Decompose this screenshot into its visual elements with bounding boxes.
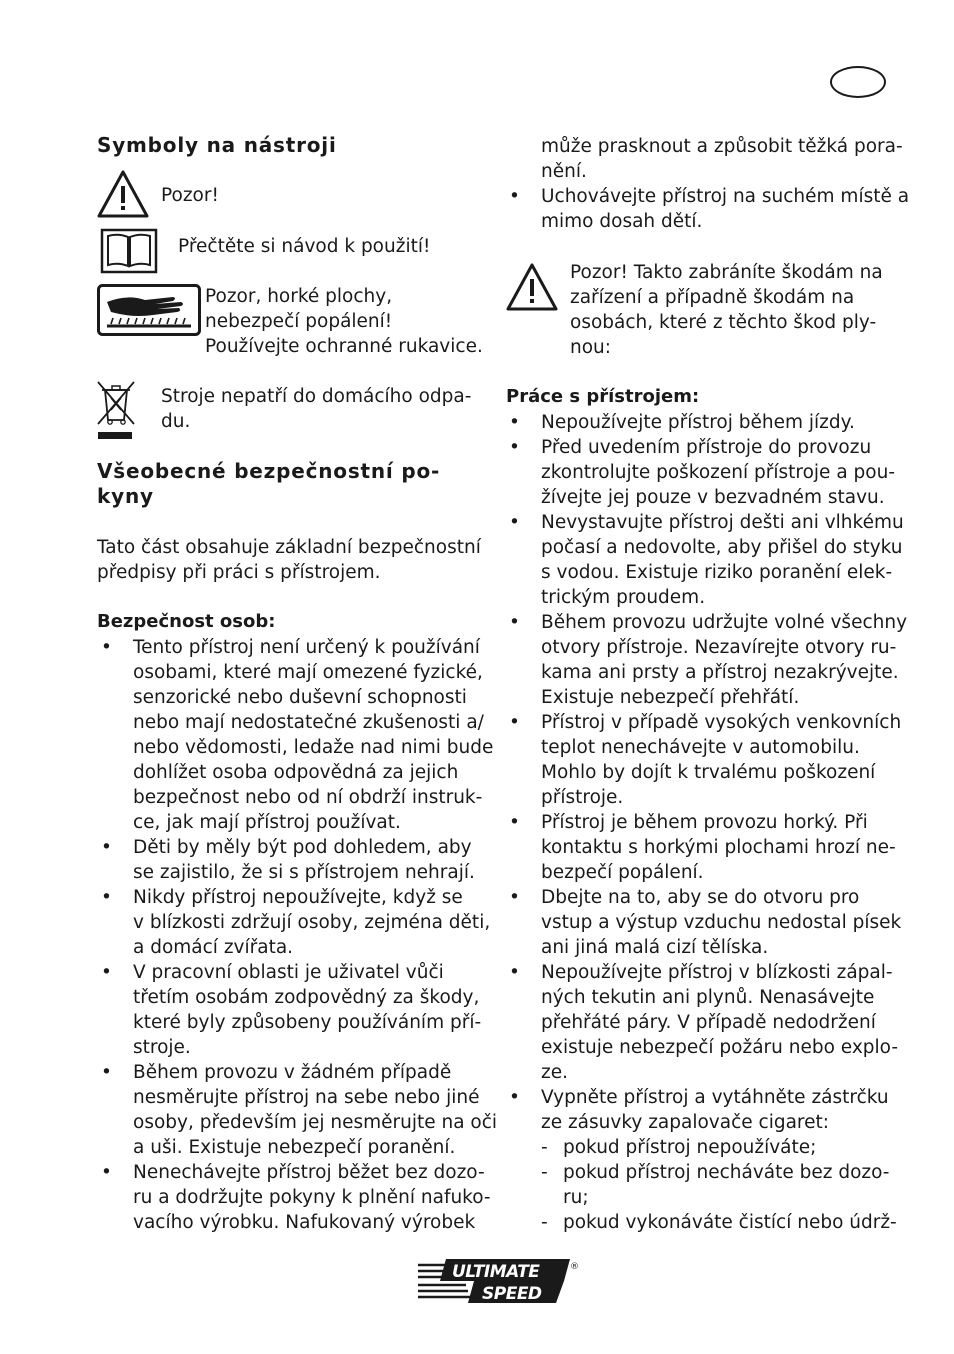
list-item: • Během provozu v žádném případě nesměrujte přístroj na sebe nebo jiné osoby, především jej nesměrujte na oči a uši. Existuje nebezpečí poranění. [97, 1060, 497, 1160]
symbol-caution-text: Pozor! [161, 185, 219, 206]
symbol-disposal-text: Stroje nepatří do domácího odpa- du. [161, 386, 472, 432]
list-item: • Nepoužívejte přístroj během jízdy. [505, 410, 907, 435]
list-item: • Během provozu udržujte volné všechny otvory přístroje. Nezavírejte otvory ru- kama ani prsty a přístroj nezakrývejte. Existuje nebezpečí přehřátí. [505, 610, 907, 710]
list-item: - pokud přístroj necháváte bez dozo- ru; [505, 1160, 897, 1210]
logo-word-speed: SPEED [482, 1284, 542, 1304]
unplug-conditions-list [505, 1135, 897, 1235]
working-list [505, 410, 907, 1135]
storage-list [505, 184, 909, 234]
heading-symbols: Symboly na nástroji [97, 133, 337, 157]
brand-logo [416, 1257, 580, 1305]
warning-text: Pozor! Takto zabráníte škodám na zařízení a případně škodám na osobách, které z těchto škod ply- nou: [570, 262, 883, 358]
crossed-bin-icon [96, 380, 136, 440]
list-item: • Děti by měly být pod dohledem, aby se zajistilo, že si s přístrojem nehrají. [97, 835, 497, 885]
list-item: - pokud přístroj nepoužíváte; [505, 1135, 897, 1160]
logo-word-ultimate: ULTIMATE [452, 1262, 540, 1282]
list-item: - pokud vykonáváte čistící nebo údrž- [505, 1210, 897, 1235]
warning-triangle-icon [97, 169, 149, 219]
personal-safety-list [97, 635, 497, 1235]
list-item: • Přístroj je během provozu horký. Při kontaktu s horkými plochami hrozí ne- bezpečí popálení. [505, 810, 907, 885]
list-item: • Nenechávejte přístroj běžet bez dozo- ru a dodržujte pokyny k plnění nafuko- vacího výrobku. Nafukovaný výrobek [97, 1160, 497, 1235]
warning-triangle-icon [506, 262, 558, 312]
list-item: • Uchovávejte přístroj na suchém místě a mimo dosah dětí. [505, 184, 909, 234]
logo-registered-mark: ® [570, 1262, 579, 1272]
list-item: • Vypněte přístroj a vytáhněte zástrčku ze zásuvky zapalovače cigaret: [505, 1085, 907, 1135]
language-indicator [830, 66, 886, 98]
read-manual-icon [100, 228, 158, 274]
intro-paragraph: Tato část obsahuje základní bezpečnostní předpisy při práci s přístrojem. [97, 537, 481, 583]
list-item: • Nikdy přístroj nepoužívejte, když se v blízkosti zdržují osoby, zejména děti, a domácí zvířata. [97, 885, 497, 960]
symbol-hot-text: Pozor, horké plochy, nebezpečí popálení! Používejte ochranné rukavice. [205, 286, 483, 357]
list-item: • Přístroj v případě vysokých venkovních teplot nenechávejte v automobilu. Mohlo by dojít k trvalému poškození přístroje. [505, 710, 907, 810]
list-item: • Dbejte na to, aby se do otvoru pro vstup a výstup vzduchu nedostal písek ani jiná malá cizí tělíska. [505, 885, 907, 960]
symbol-manual-text: Přečtěte si návod k použití! [178, 236, 431, 257]
heading-personal-safety: Bezpečnost osob: [97, 611, 276, 632]
hot-surface-icon [97, 284, 201, 336]
list-item: • V pracovní oblasti je uživatel vůči třetím osobám zodpovědný za škody, které byly způsobeny používáním pří- stroje. [97, 960, 497, 1060]
list-item: • Před uvedením přístroje do provozu zkontrolujte poškození přístroje a pou- žívejte jej pouze v bezvadném stavu. [505, 435, 907, 510]
list-item: • Nepoužívejte přístroj v blízkosti zápal- ných tekutin ani plynů. Nenasávejte přehřáté páry. V případě nedodržení existuje nebezpečí požáru nebo explo- ze. [505, 960, 907, 1085]
heading-working-with-device: Práce s přístrojem: [506, 386, 700, 407]
heading-general-safety: Všeobecné bezpečnostní po- kyny [97, 459, 441, 508]
list-item: • Nevystavujte přístroj dešti ani vlhkému počasí a nedovolte, aby přišel do styku s vodou. Existuje riziko poranění elek- trickým proudem. [505, 510, 907, 610]
continued-text: může prasknout a způsobit těžká pora- nění. [541, 136, 903, 182]
list-item: • Tento přístroj není určený k používání osobami, které mají omezené fyzické, senzorické nebo duševní schopnosti nebo mají nedostatečné zkušenosti a/ nebo vědomosti, ledaže nad nimi bude dohlížet osoba odpovědná za jejich bezpečnost nebo od ní obdrží instruk- ce, jak mají přístroj používat. [97, 635, 497, 835]
